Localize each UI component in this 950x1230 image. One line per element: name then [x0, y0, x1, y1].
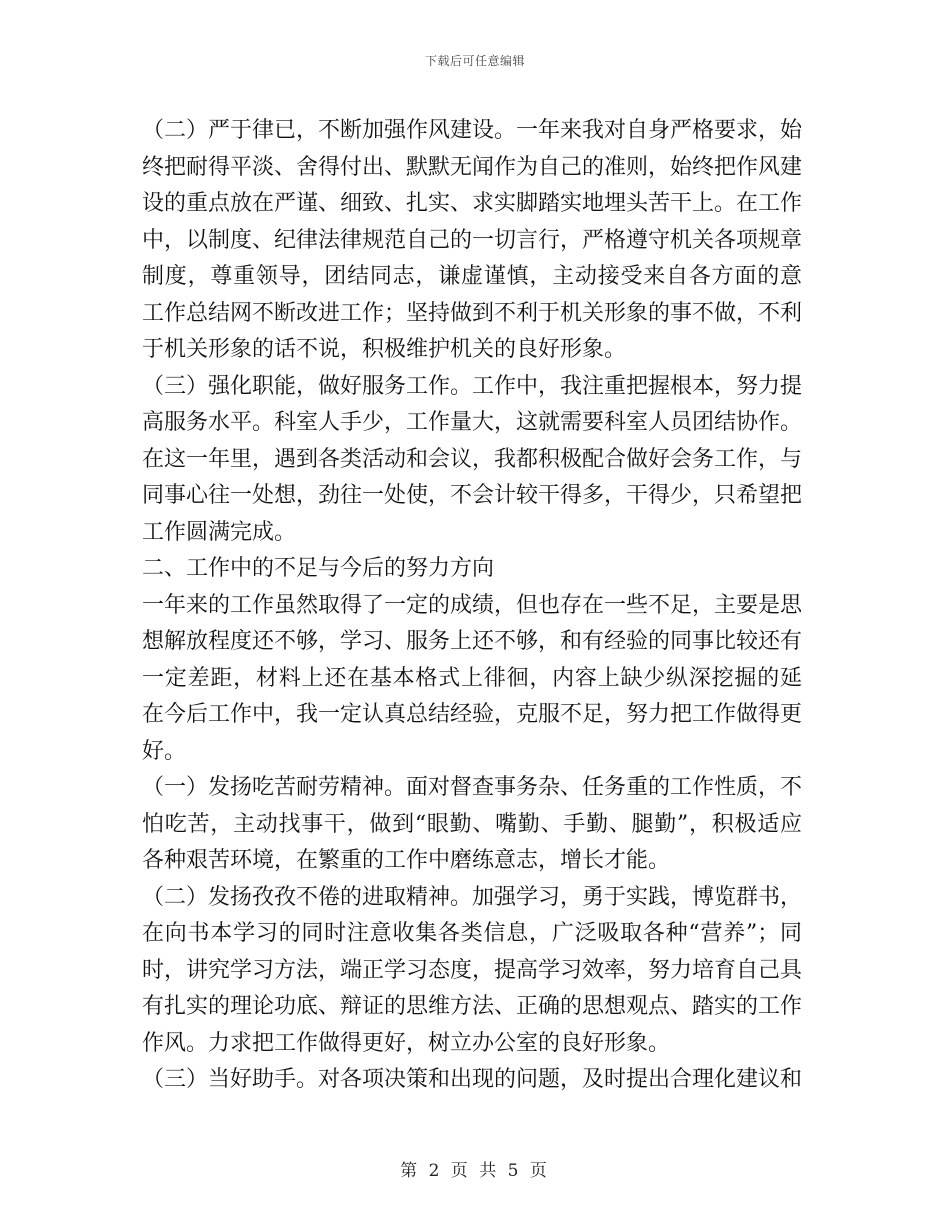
text-line: （二）发扬孜孜不倦的进取精神。加强学习，勇于实践，博览群书， [142, 884, 802, 910]
paragraph [142, 369, 802, 552]
text-line: （三）强化职能，做好服务工作。工作中，我注重把握根本，努力提 [142, 373, 802, 399]
paragraph [142, 880, 802, 1063]
paragraph [142, 1062, 802, 1099]
text-line: （一）发扬吃苦耐劳精神。面对督查事务杂、任务重的工作性质，不 [142, 775, 802, 800]
text-line: 终把耐得平淡、舍得付出、默默无闻作为自己的准则，始终把作风建 [142, 154, 802, 180]
text-line: 工作总结网不断改进工作；坚持做到不利于机关形象的事不做，不利 [142, 300, 802, 326]
text-line: 好。 [142, 738, 187, 764]
text-line: 时，讲究学习方法，端正学习态度，提高学习效率，努力培育自己具 [142, 957, 802, 983]
text-line: 于机关形象的话不说，积极维护机关的良好形象。 [142, 337, 627, 362]
text-line: （二）严于律已，不断加强作风建设。一年来我对自身严格要求，始 [142, 118, 802, 143]
page-header: 下载后可任意编辑 [424, 54, 525, 68]
text-line: 作风。力求把工作做得更好，树立办公室的良好形象。 [142, 1030, 671, 1056]
text-line: 各种艰苦环境，在繁重的工作中磨练意志，增长才能。 [142, 848, 671, 873]
text-line: 一定差距，材料上还在基本格式上徘徊，内容上缺少纵深挖掘的延 [142, 665, 802, 691]
text-line: 二、工作中的不足与今后的努力方向 [142, 556, 495, 581]
text-line: 同事心往一处想，劲往一处使，不会计较干得多，干得少，只希望把 [142, 483, 802, 508]
text-line: 在这一年里，遇到各类活动和会议，我都积极配合做好会务工作，与 [142, 446, 802, 472]
text-line: 想解放程度还不够，学习、服务上还不够，和有经验的同事比较还有 [142, 629, 802, 654]
text-line: 高服务水平。科室人手少，工作量大，这就需要科室人员团结协作。 [142, 410, 802, 435]
text-line: 在今后工作中，我一定认真总结经验，克服不足，努力把工作做得更 [142, 702, 802, 727]
text-line: （三）当好助手。对各项决策和出现的问题，及时提出合理化建议和 [142, 1067, 802, 1092]
paragraph [142, 113, 802, 369]
text-line: 一年来的工作虽然取得了一定的成绩，但也存在一些不足，主要是思 [142, 592, 802, 618]
text-line: 工作圆满完成。 [142, 519, 297, 545]
text-line: 有扎实的理论功底、辩证的思维方法、正确的思想观点、踏实的工作 [142, 994, 802, 1019]
text-line: 设的重点放在严谨、细致、扎实、求实脚踏实地埋头苦干上。在工作 [142, 191, 802, 216]
document-body [142, 113, 802, 1099]
paragraph [142, 770, 802, 880]
text-line: 在向书本学习的同时注意收集各类信息，广泛吸取各种“营养”；同 [142, 921, 802, 946]
paragraph [142, 588, 802, 771]
page-footer: 第 2 页 共 5 页 [400, 1161, 550, 1181]
text-line: 制度，尊重领导，团结同志，谦虚谨慎，主动接受来自各方面的意 [142, 264, 802, 289]
section-heading [142, 551, 802, 588]
text-line: 中，以制度、纪律法律规范自己的一切言行，严格遵守机关各项规章 [142, 227, 802, 253]
text-line: 怕吃苦，主动找事干，做到“眼勤、嘴勤、手勤、腿勤”，积极适应 [142, 811, 802, 837]
